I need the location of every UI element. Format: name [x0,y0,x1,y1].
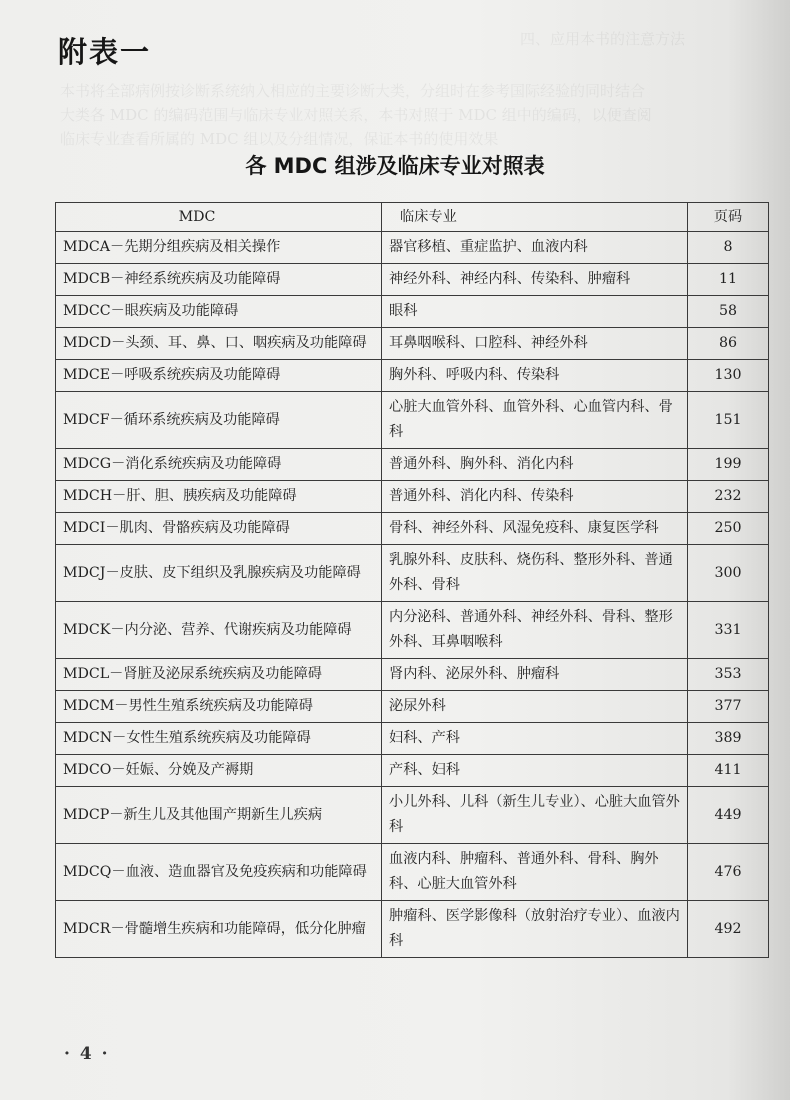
page-cell: 492 [688,901,769,958]
mdc-cell: MDCH－肝、胆、胰疾病及功能障碍 [56,481,382,513]
page-cell: 377 [688,691,769,723]
table-title: 各 MDC 组涉及临床专业对照表 [245,154,545,178]
page-cell: 389 [688,723,769,755]
mdc-cell: MDCE－呼吸系统疾病及功能障碍 [56,360,382,392]
specialty-cell: 眼科 [382,296,688,328]
specialty-cell: 骨科、神经外科、风湿免疫科、康复医学科 [382,513,688,545]
specialty-cell: 妇科、产科 [382,723,688,755]
mdc-cell: MDCD－头颈、耳、鼻、口、咽疾病及功能障碍 [56,328,382,360]
mdc-specialty-table [55,202,769,958]
table-row [56,513,769,545]
page-cell: 353 [688,659,769,691]
table-row [56,901,769,958]
specialty-cell: 血液内科、肿瘤科、普通外科、骨科、胸外科、心脏大血管外科 [382,844,688,901]
mdc-cell: MDCP－新生儿及其他围产期新生儿疾病 [56,787,382,844]
table-row [56,691,769,723]
table-row [56,232,769,264]
specialty-cell: 内分泌科、普通外科、神经外科、骨科、整形外科、耳鼻咽喉科 [382,602,688,659]
page-number: · 4 · [64,1044,110,1064]
page-cell: 86 [688,328,769,360]
table-row [56,755,769,787]
mdc-cell: MDCO－妊娠、分娩及产褥期 [56,755,382,787]
specialty-cell: 产科、妇科 [382,755,688,787]
mdc-cell: MDCA－先期分组疾病及相关操作 [56,232,382,264]
page-cell: 331 [688,602,769,659]
table-row [56,449,769,481]
specialty-cell: 心脏大血管外科、血管外科、心血管内科、骨科 [382,392,688,449]
page-cell: 250 [688,513,769,545]
mdc-cell: MDCM－男性生殖系统疾病及功能障碍 [56,691,382,723]
page-cell: 300 [688,545,769,602]
table-row [56,360,769,392]
specialty-cell: 肾内科、泌尿外科、肿瘤科 [382,659,688,691]
column-header-specialty: 临床专业 [382,203,688,232]
page-cell: 476 [688,844,769,901]
mdc-cell: MDCK－内分泌、营养、代谢疾病及功能障碍 [56,602,382,659]
bleed-through-text: 临床专业查看所属的 MDC 组以及分组情况，保证本书的使用效果 [60,130,499,148]
page-cell: 130 [688,360,769,392]
table-row [56,392,769,449]
mdc-cell: MDCN－女性生殖系统疾病及功能障碍 [56,723,382,755]
specialty-cell: 胸外科、呼吸内科、传染科 [382,360,688,392]
column-header-mdc: MDC [56,203,382,232]
mdc-cell: MDCG－消化系统疾病及功能障碍 [56,449,382,481]
specialty-cell: 普通外科、消化内科、传染科 [382,481,688,513]
page-cell: 449 [688,787,769,844]
mdc-cell: MDCB－神经系统疾病及功能障碍 [56,264,382,296]
table-row [56,264,769,296]
page-cell: 232 [688,481,769,513]
bleed-through-text: 大类各 MDC 的编码范围与临床专业对照关系，本书对照于 MDC 组中的编码，以便查阅 [60,106,652,124]
specialty-cell: 神经外科、神经内科、传染科、肿瘤科 [382,264,688,296]
specialty-cell: 泌尿外科 [382,691,688,723]
mdc-cell: MDCC－眼疾病及功能障碍 [56,296,382,328]
mdc-cell: MDCF－循环系统疾病及功能障碍 [56,392,382,449]
mdc-cell: MDCJ－皮肤、皮下组织及乳腺疾病及功能障碍 [56,545,382,602]
table-row [56,844,769,901]
mdc-cell: MDCL－肾脏及泌尿系统疾病及功能障碍 [56,659,382,691]
page-cell: 411 [688,755,769,787]
page-cell: 11 [688,264,769,296]
table-row [56,602,769,659]
mdc-cell: MDCR－骨髓增生疾病和功能障碍，低分化肿瘤 [56,901,382,958]
appendix-title: 附表一 [58,35,152,69]
bleed-through-text: 四、应用本书的注意方法 [520,30,686,48]
table-header-row [56,203,769,232]
column-header-page: 页码 [688,203,769,232]
specialty-cell: 耳鼻咽喉科、口腔科、神经外科 [382,328,688,360]
specialty-cell: 小儿外科、儿科（新生儿专业）、心脏大血管外科 [382,787,688,844]
specialty-cell: 乳腺外科、皮肤科、烧伤科、整形外科、普通外科、骨科 [382,545,688,602]
table-row [56,481,769,513]
specialty-cell: 肿瘤科、医学影像科（放射治疗专业）、血液内科 [382,901,688,958]
page-cell: 8 [688,232,769,264]
table-row [56,328,769,360]
page-cell: 58 [688,296,769,328]
mdc-cell: MDCQ－血液、造血器官及免疫疾病和功能障碍 [56,844,382,901]
specialty-cell: 普通外科、胸外科、消化内科 [382,449,688,481]
table-row [56,545,769,602]
page-cell: 199 [688,449,769,481]
bleed-through-text: 本书将全部病例按诊断系统纳入相应的主要诊断大类，分组时在参考国际经验的同时结合 [60,82,646,100]
table-row [56,296,769,328]
table-row [56,659,769,691]
table-row [56,723,769,755]
page-cell: 151 [688,392,769,449]
mdc-cell: MDCI－肌肉、骨骼疾病及功能障碍 [56,513,382,545]
table-row [56,787,769,844]
specialty-cell: 器官移植、重症监护、血液内科 [382,232,688,264]
